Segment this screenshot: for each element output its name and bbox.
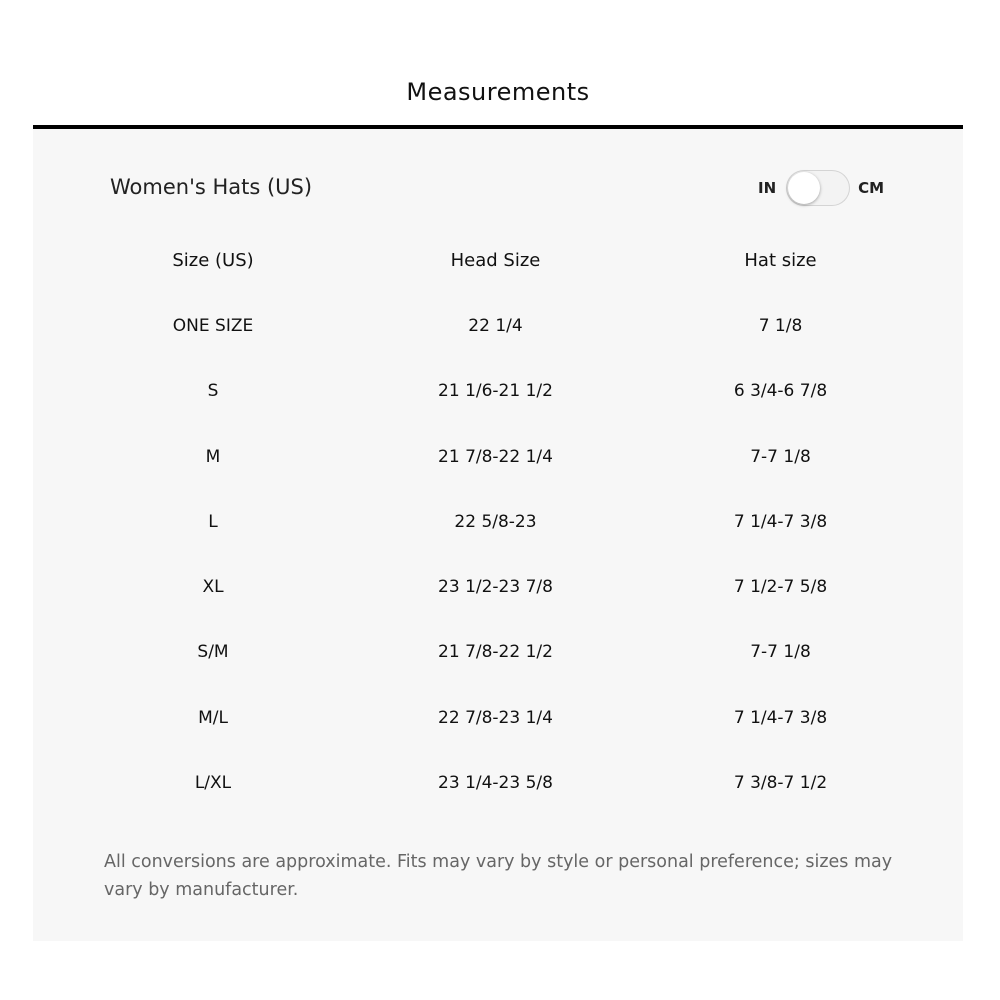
cell-size: M/L bbox=[198, 707, 228, 728]
table-header-row bbox=[68, 228, 928, 293]
table-row bbox=[68, 750, 928, 815]
cell-size: S bbox=[207, 381, 219, 402]
cell-head-size: 21 1/6-21 1/2 bbox=[438, 381, 553, 402]
cell-size: S/M bbox=[197, 642, 229, 663]
cell-size: XL bbox=[202, 577, 224, 598]
size-table bbox=[68, 228, 928, 816]
cell-hat-size: 7 1/4-7 3/8 bbox=[733, 707, 828, 728]
table-row bbox=[68, 554, 928, 619]
cell-head-size: 22 5/8-23 bbox=[454, 511, 537, 532]
cell-hat-size: 7 1/2-7 5/8 bbox=[733, 577, 828, 598]
table-row bbox=[68, 685, 928, 750]
table-row bbox=[68, 424, 928, 489]
cell-size: ONE SIZE bbox=[172, 315, 254, 336]
unit-toggle bbox=[758, 170, 884, 206]
table-row bbox=[68, 293, 928, 358]
unit-switch[interactable] bbox=[786, 170, 850, 206]
disclaimer-note: All conversions are approximate. Fits may vary by style or personal preference; sizes may vary by manufacturer. bbox=[104, 852, 893, 900]
cell-hat-size: 7 1/8 bbox=[758, 315, 803, 336]
header-hat-size: Hat size bbox=[744, 250, 817, 272]
cell-head-size: 22 7/8-23 1/4 bbox=[438, 707, 553, 728]
cell-size: L bbox=[208, 511, 218, 532]
cell-hat-size: 7 3/8-7 1/2 bbox=[733, 773, 828, 794]
cell-head-size: 22 1/4 bbox=[468, 315, 523, 336]
unit-label-in: IN bbox=[758, 179, 777, 197]
switch-knob bbox=[788, 172, 820, 204]
cell-head-size: 21 7/8-22 1/2 bbox=[438, 642, 553, 663]
table-row bbox=[68, 489, 928, 554]
cell-hat-size: 7-7 1/8 bbox=[750, 642, 811, 663]
chart-heading: Women's Hats (US) bbox=[110, 175, 313, 199]
page-title: Measurements bbox=[406, 78, 590, 106]
cell-head-size: 23 1/2-23 7/8 bbox=[438, 577, 553, 598]
cell-head-size: 23 1/4-23 5/8 bbox=[438, 773, 553, 794]
table-row bbox=[68, 359, 928, 424]
cell-size: M bbox=[205, 446, 221, 467]
table-row bbox=[68, 620, 928, 685]
cell-hat-size: 6 3/4-6 7/8 bbox=[733, 381, 828, 402]
cell-head-size: 21 7/8-22 1/4 bbox=[438, 446, 553, 467]
header-head-size: Head Size bbox=[450, 250, 541, 272]
unit-label-cm: CM bbox=[858, 179, 885, 197]
header-size-us: Size (US) bbox=[172, 250, 254, 272]
cell-size: L/XL bbox=[194, 773, 232, 794]
cell-hat-size: 7-7 1/8 bbox=[750, 446, 811, 467]
cell-hat-size: 7 1/4-7 3/8 bbox=[733, 511, 828, 532]
